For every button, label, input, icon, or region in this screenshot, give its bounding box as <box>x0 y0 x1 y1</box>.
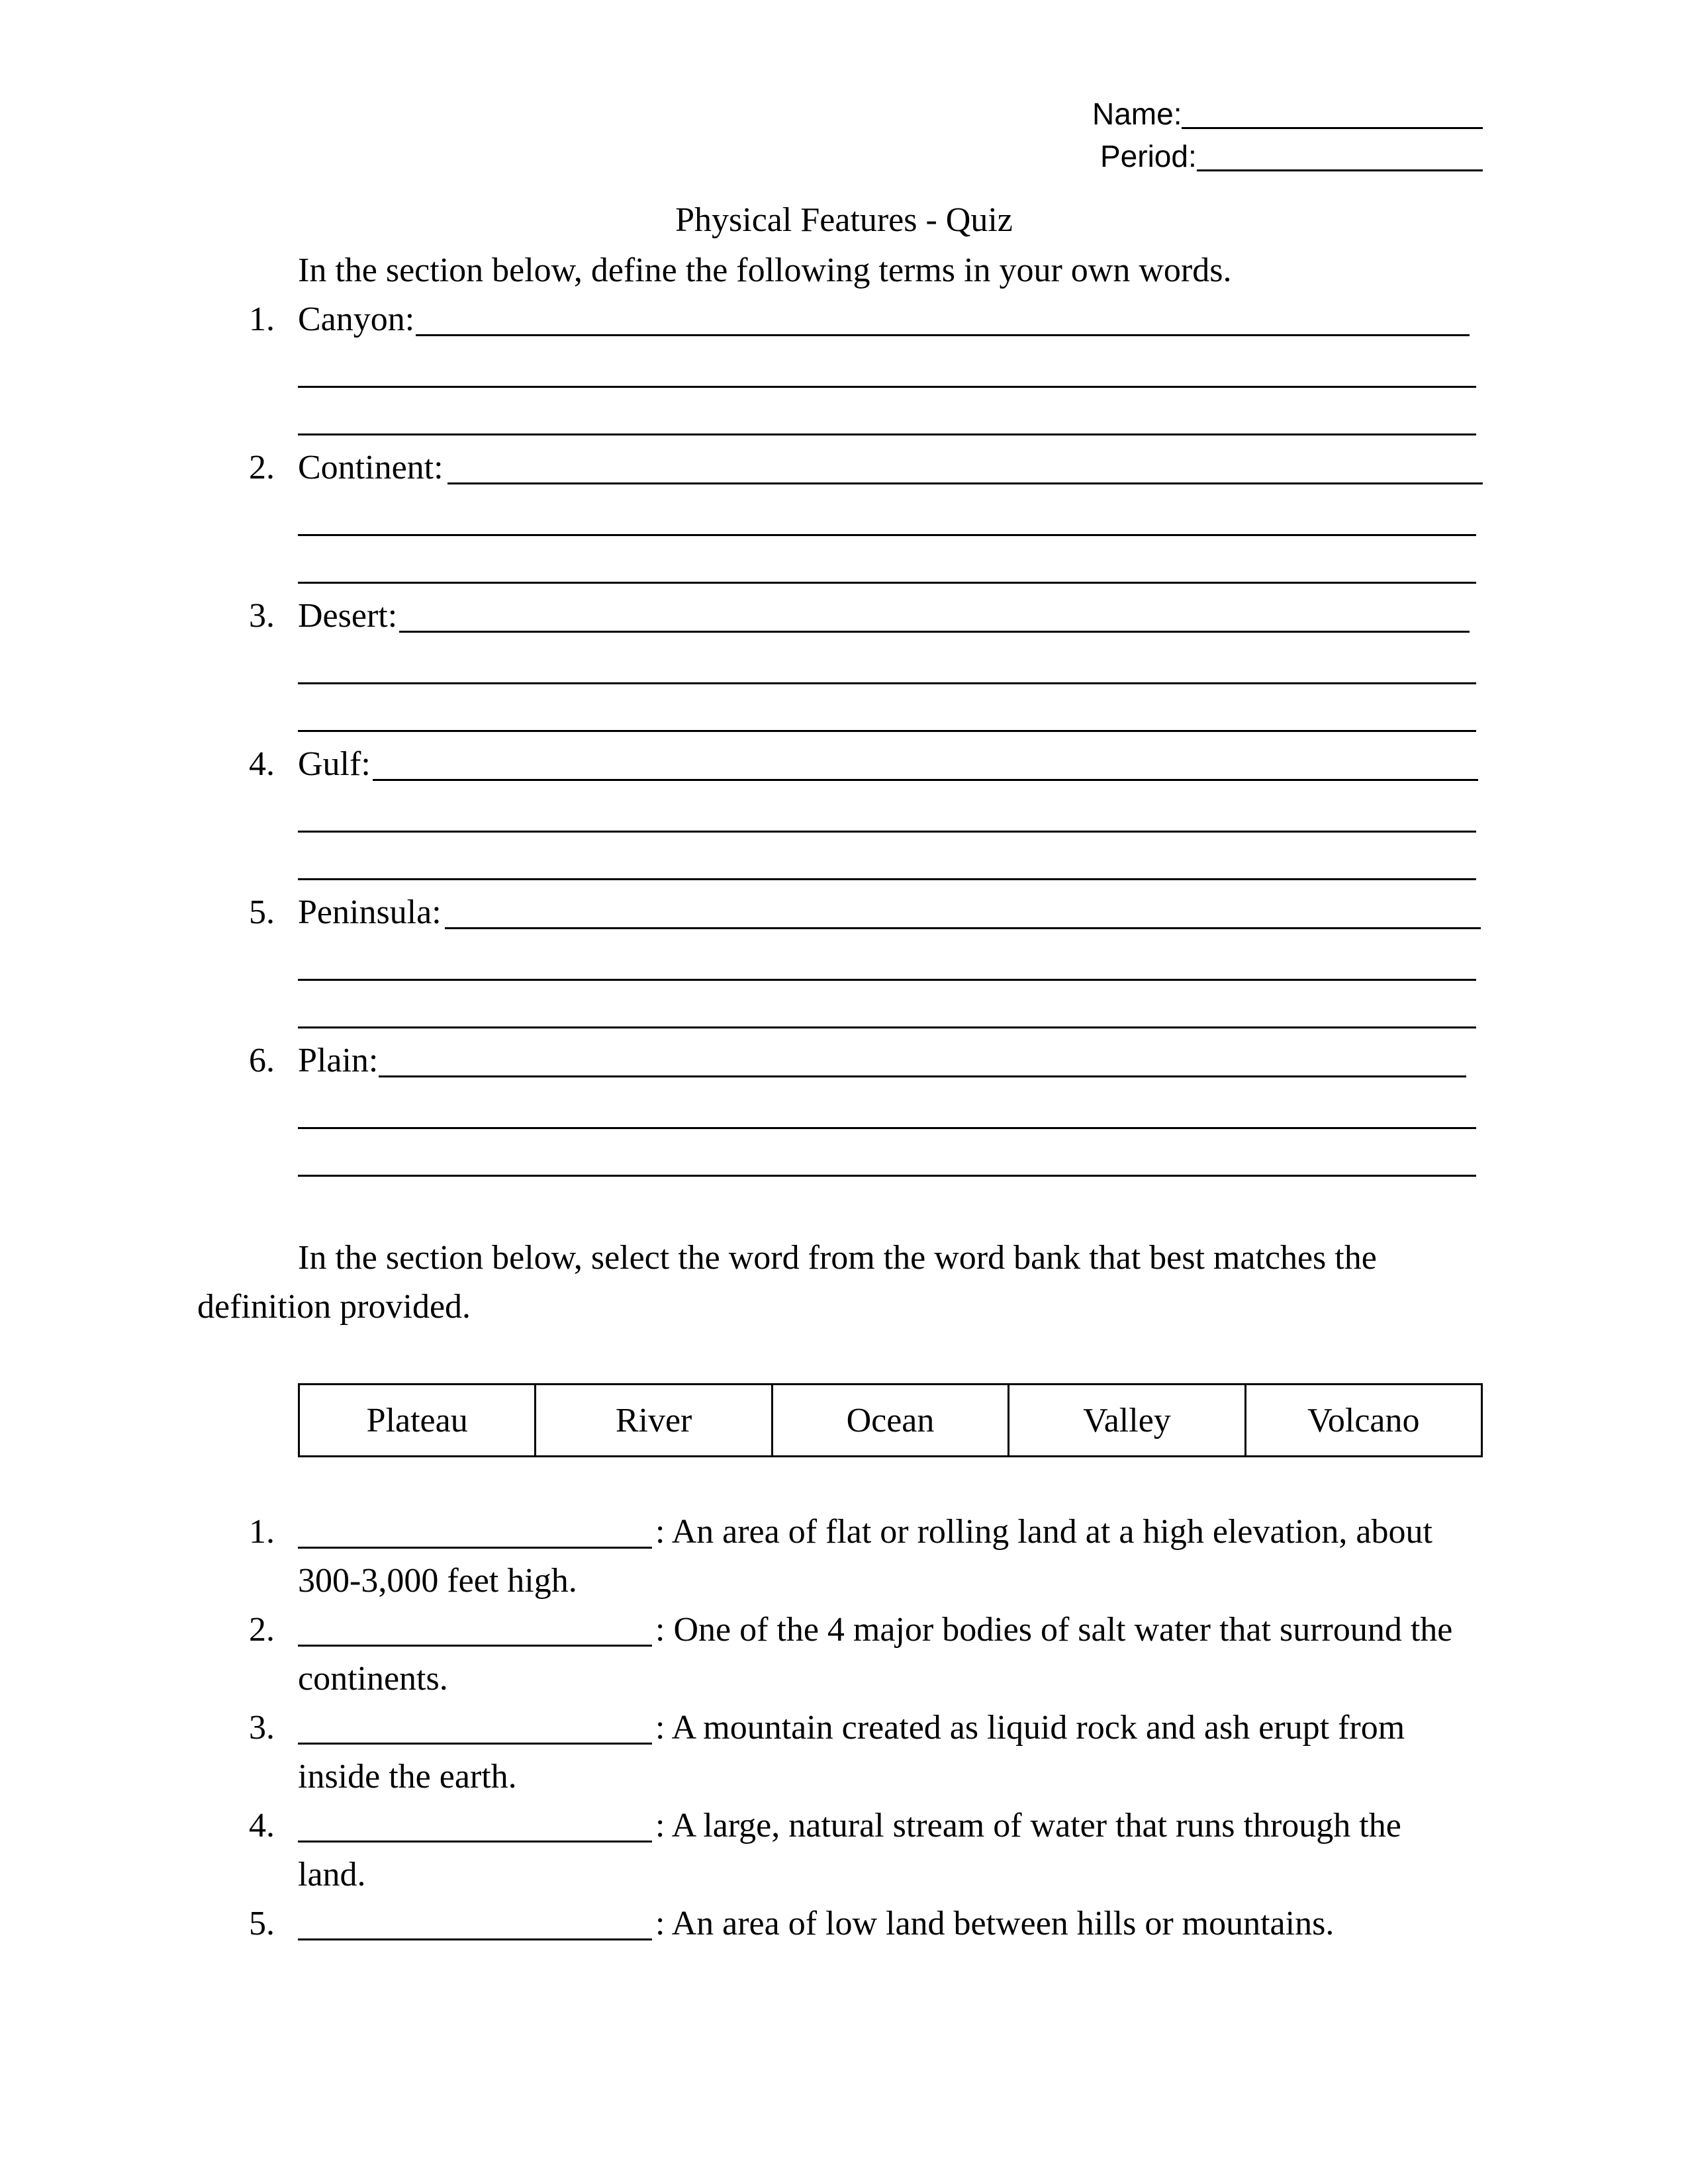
word-bank-item: Plateau <box>299 1385 536 1457</box>
term-label: Peninsula: <box>298 893 442 931</box>
answer-line[interactable] <box>298 534 1476 536</box>
term-label: Plain: <box>298 1042 379 1079</box>
item-number: 4. <box>249 1807 275 1844</box>
answer-blank[interactable] <box>298 1645 652 1647</box>
name-field[interactable] <box>1182 127 1483 129</box>
term-label: Canyon: <box>298 300 415 338</box>
definition-text: : An area of low land between hills or mountains. <box>655 1905 1335 1942</box>
answer-line[interactable] <box>373 779 1478 781</box>
item-number: 1. <box>249 1513 275 1551</box>
item-number: 4. <box>249 745 275 783</box>
section1-instructions: In the section below, define the following terms in your own words. <box>298 251 1232 289</box>
answer-blank[interactable] <box>298 1938 652 1940</box>
definition-text: : One of the 4 major bodies of salt water that surround the <box>655 1611 1453 1649</box>
item-number: 2. <box>249 449 275 486</box>
item-number: 3. <box>249 1709 275 1747</box>
item-number: 2. <box>249 1611 275 1649</box>
section2-instructions-line2: definition provided. <box>197 1288 471 1326</box>
answer-line[interactable] <box>298 433 1476 435</box>
item-number: 1. <box>249 300 275 338</box>
word-bank-item: Valley <box>1009 1385 1245 1457</box>
word-bank-item: Ocean <box>772 1385 1008 1457</box>
answer-line[interactable] <box>445 927 1481 929</box>
name-label: Name: <box>1092 97 1182 131</box>
definition-text: : A large, natural stream of water that runs through the <box>655 1807 1401 1844</box>
item-number: 3. <box>249 597 275 635</box>
word-bank <box>298 1383 1483 1457</box>
answer-line[interactable] <box>447 482 1483 484</box>
term-label: Desert: <box>298 597 398 635</box>
answer-line[interactable] <box>298 1127 1476 1129</box>
answer-blank[interactable] <box>298 1841 652 1843</box>
answer-line[interactable] <box>399 631 1470 633</box>
definition-text-cont: continents. <box>298 1660 448 1698</box>
answer-line[interactable] <box>298 1026 1476 1028</box>
answer-line[interactable] <box>416 334 1470 336</box>
answer-line[interactable] <box>298 878 1476 880</box>
definition-text: : An area of flat or rolling land at a high elevation, about <box>655 1513 1432 1551</box>
answer-line[interactable] <box>298 1175 1476 1177</box>
term-label: Gulf: <box>298 745 371 783</box>
answer-line[interactable] <box>298 730 1476 732</box>
item-number: 5. <box>249 893 275 931</box>
answer-line[interactable] <box>298 582 1476 584</box>
item-number: 5. <box>249 1905 275 1942</box>
answer-line[interactable] <box>298 386 1476 388</box>
word-bank-item: River <box>536 1385 772 1457</box>
definition-text: : A mountain created as liquid rock and ash erupt from <box>655 1709 1405 1747</box>
section2-instructions-line1: In the section below, select the word from the word bank that best matches the <box>298 1239 1377 1277</box>
word-bank-item: Volcano <box>1245 1385 1481 1457</box>
page-title: Physical Features - Quiz <box>675 201 1013 239</box>
definition-text-cont: land. <box>298 1856 366 1893</box>
answer-line[interactable] <box>298 831 1476 833</box>
answer-line[interactable] <box>379 1075 1466 1077</box>
answer-line[interactable] <box>298 979 1476 981</box>
period-label: Period: <box>1100 139 1197 173</box>
answer-blank[interactable] <box>298 1743 652 1745</box>
item-number: 6. <box>249 1042 275 1079</box>
period-field[interactable] <box>1197 169 1483 171</box>
definition-text-cont: inside the earth. <box>298 1758 517 1796</box>
term-label: Continent: <box>298 449 444 486</box>
answer-blank[interactable] <box>298 1547 652 1549</box>
answer-line[interactable] <box>298 682 1476 684</box>
definition-text-cont: 300-3,000 feet high. <box>298 1562 577 1600</box>
